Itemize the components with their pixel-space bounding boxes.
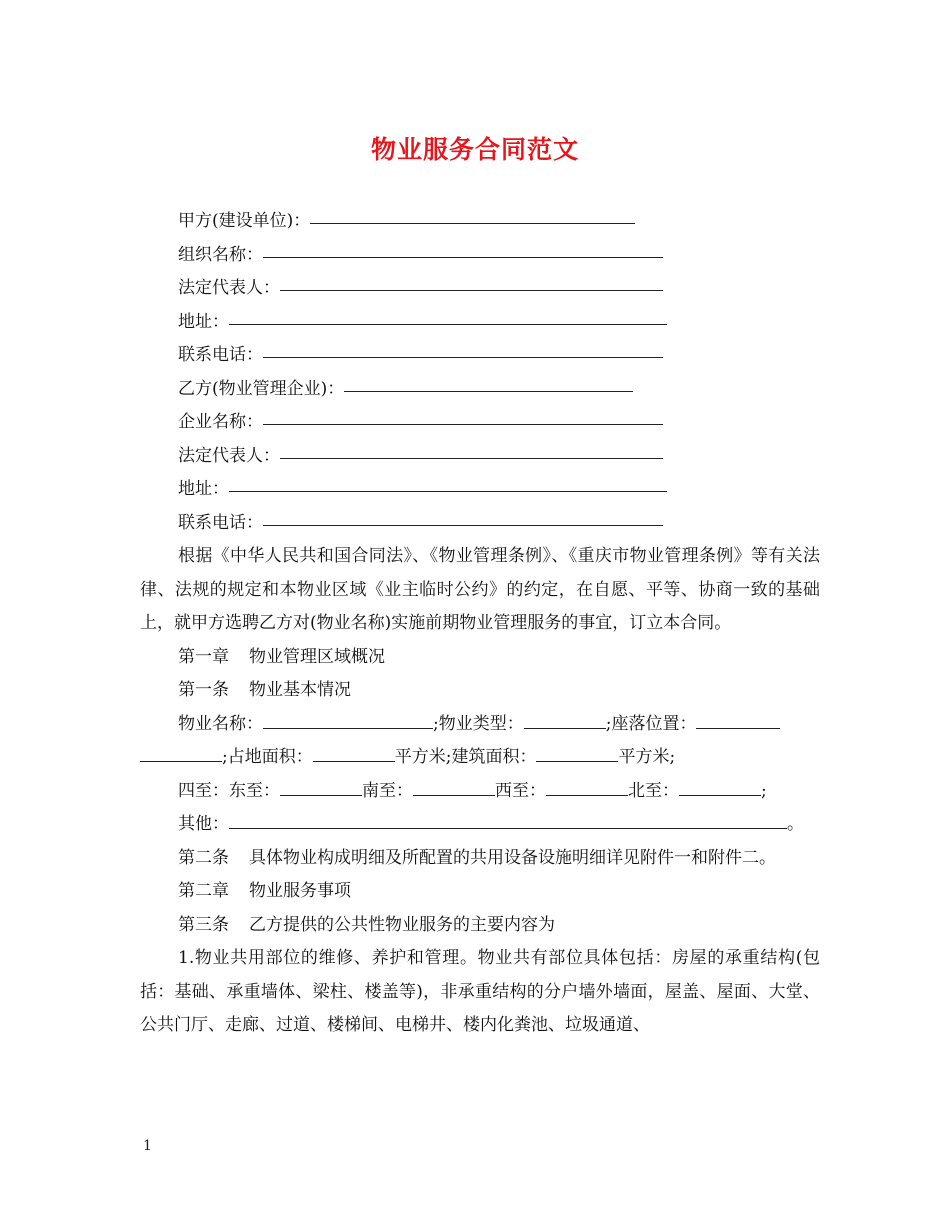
party-b-company-name-blank[interactable] xyxy=(263,406,663,425)
other-line: 其他： 。 xyxy=(178,814,804,834)
party-b-company-name: 企业名称： xyxy=(140,406,820,440)
party-b-header: 乙方(物业管理企业)： xyxy=(140,373,820,407)
property-info-line-2: ;占地面积： 平方米;建筑面积： 平方米; xyxy=(140,741,820,775)
party-a-header: 甲方(建设单位)： xyxy=(140,205,820,239)
property-location-blank-cont[interactable] xyxy=(140,745,222,762)
chapter-2-heading: 第二章 物业服务事项 xyxy=(178,881,351,901)
item-1-paragraph: 1.物业共用部位的维修、养护和管理。物业共有部位具体包括：房屋的承重结构(包括：基础、承重墙体、梁柱、楼盖等)，非承重结构的分户墙外墙面，屋盖、屋面、大堂、公共门厅、走廊、过道、楼梯间、电梯井、楼内化粪池、垃圾通道、 xyxy=(140,948,820,1035)
land-area-blank[interactable] xyxy=(313,745,395,762)
party-a-blank[interactable] xyxy=(310,205,635,224)
property-name-blank[interactable] xyxy=(263,712,433,729)
east-boundary-blank[interactable] xyxy=(280,779,362,796)
document-body xyxy=(140,205,820,1043)
party-b-address-blank[interactable] xyxy=(229,473,667,492)
party-b-phone-blank[interactable] xyxy=(263,507,663,526)
party-a-org-name-blank[interactable] xyxy=(263,239,663,258)
party-b-legal-rep-blank[interactable] xyxy=(280,440,663,459)
party-a-phone: 联系电话： xyxy=(140,339,820,373)
preamble-paragraph: 根据《中华人民共和国合同法》、《物业管理条例》、《重庆市物业管理条例》等有关法律、法规的规定和本物业区域《业主临时公约》的约定，在自愿、平等、协商一致的基础上，就甲方选聘乙方对(物业名称)实施前期物业管理服务的事宜，订立本合同。 xyxy=(140,546,820,633)
party-a-phone-blank[interactable] xyxy=(263,339,663,358)
party-b-legal-rep: 法定代表人： xyxy=(140,440,820,474)
party-b-blank[interactable] xyxy=(344,373,633,392)
boundaries-line: 四至：东至： 南至： 西至： 北至： ; xyxy=(178,780,767,801)
party-a-legal-rep-blank[interactable] xyxy=(280,272,663,291)
property-info-line-1: 物业名称： ;物业类型： ;座落位置： xyxy=(140,708,820,742)
party-b-phone: 联系电话： xyxy=(140,507,820,541)
article-2: 第二条 具体物业构成明细及所配置的共用设备设施明细详见附件一和附件二。 xyxy=(178,847,776,868)
party-a-org-name: 组织名称： xyxy=(140,239,820,273)
south-boundary-blank[interactable] xyxy=(413,779,495,796)
building-area-blank[interactable] xyxy=(536,745,618,762)
party-a-address: 地址： xyxy=(140,306,820,340)
document-title: 物业服务合同范文 xyxy=(370,135,579,164)
party-b-address: 地址： xyxy=(140,473,820,507)
property-location-blank[interactable] xyxy=(696,712,780,729)
chapter-1-heading: 第一章 物业管理区域概况 xyxy=(178,646,385,667)
page-number: 1 xyxy=(143,1138,152,1154)
west-boundary-blank[interactable] xyxy=(546,779,628,796)
article-1-heading: 第一条 物业基本情况 xyxy=(178,680,351,700)
party-a-address-blank[interactable] xyxy=(229,306,667,325)
other-blank[interactable] xyxy=(229,812,787,829)
north-boundary-blank[interactable] xyxy=(679,779,761,796)
article-3-heading: 第三条 乙方提供的公共性物业服务的主要内容为 xyxy=(178,914,555,935)
property-type-blank[interactable] xyxy=(524,712,606,729)
party-a-legal-rep: 法定代表人： xyxy=(140,272,820,306)
